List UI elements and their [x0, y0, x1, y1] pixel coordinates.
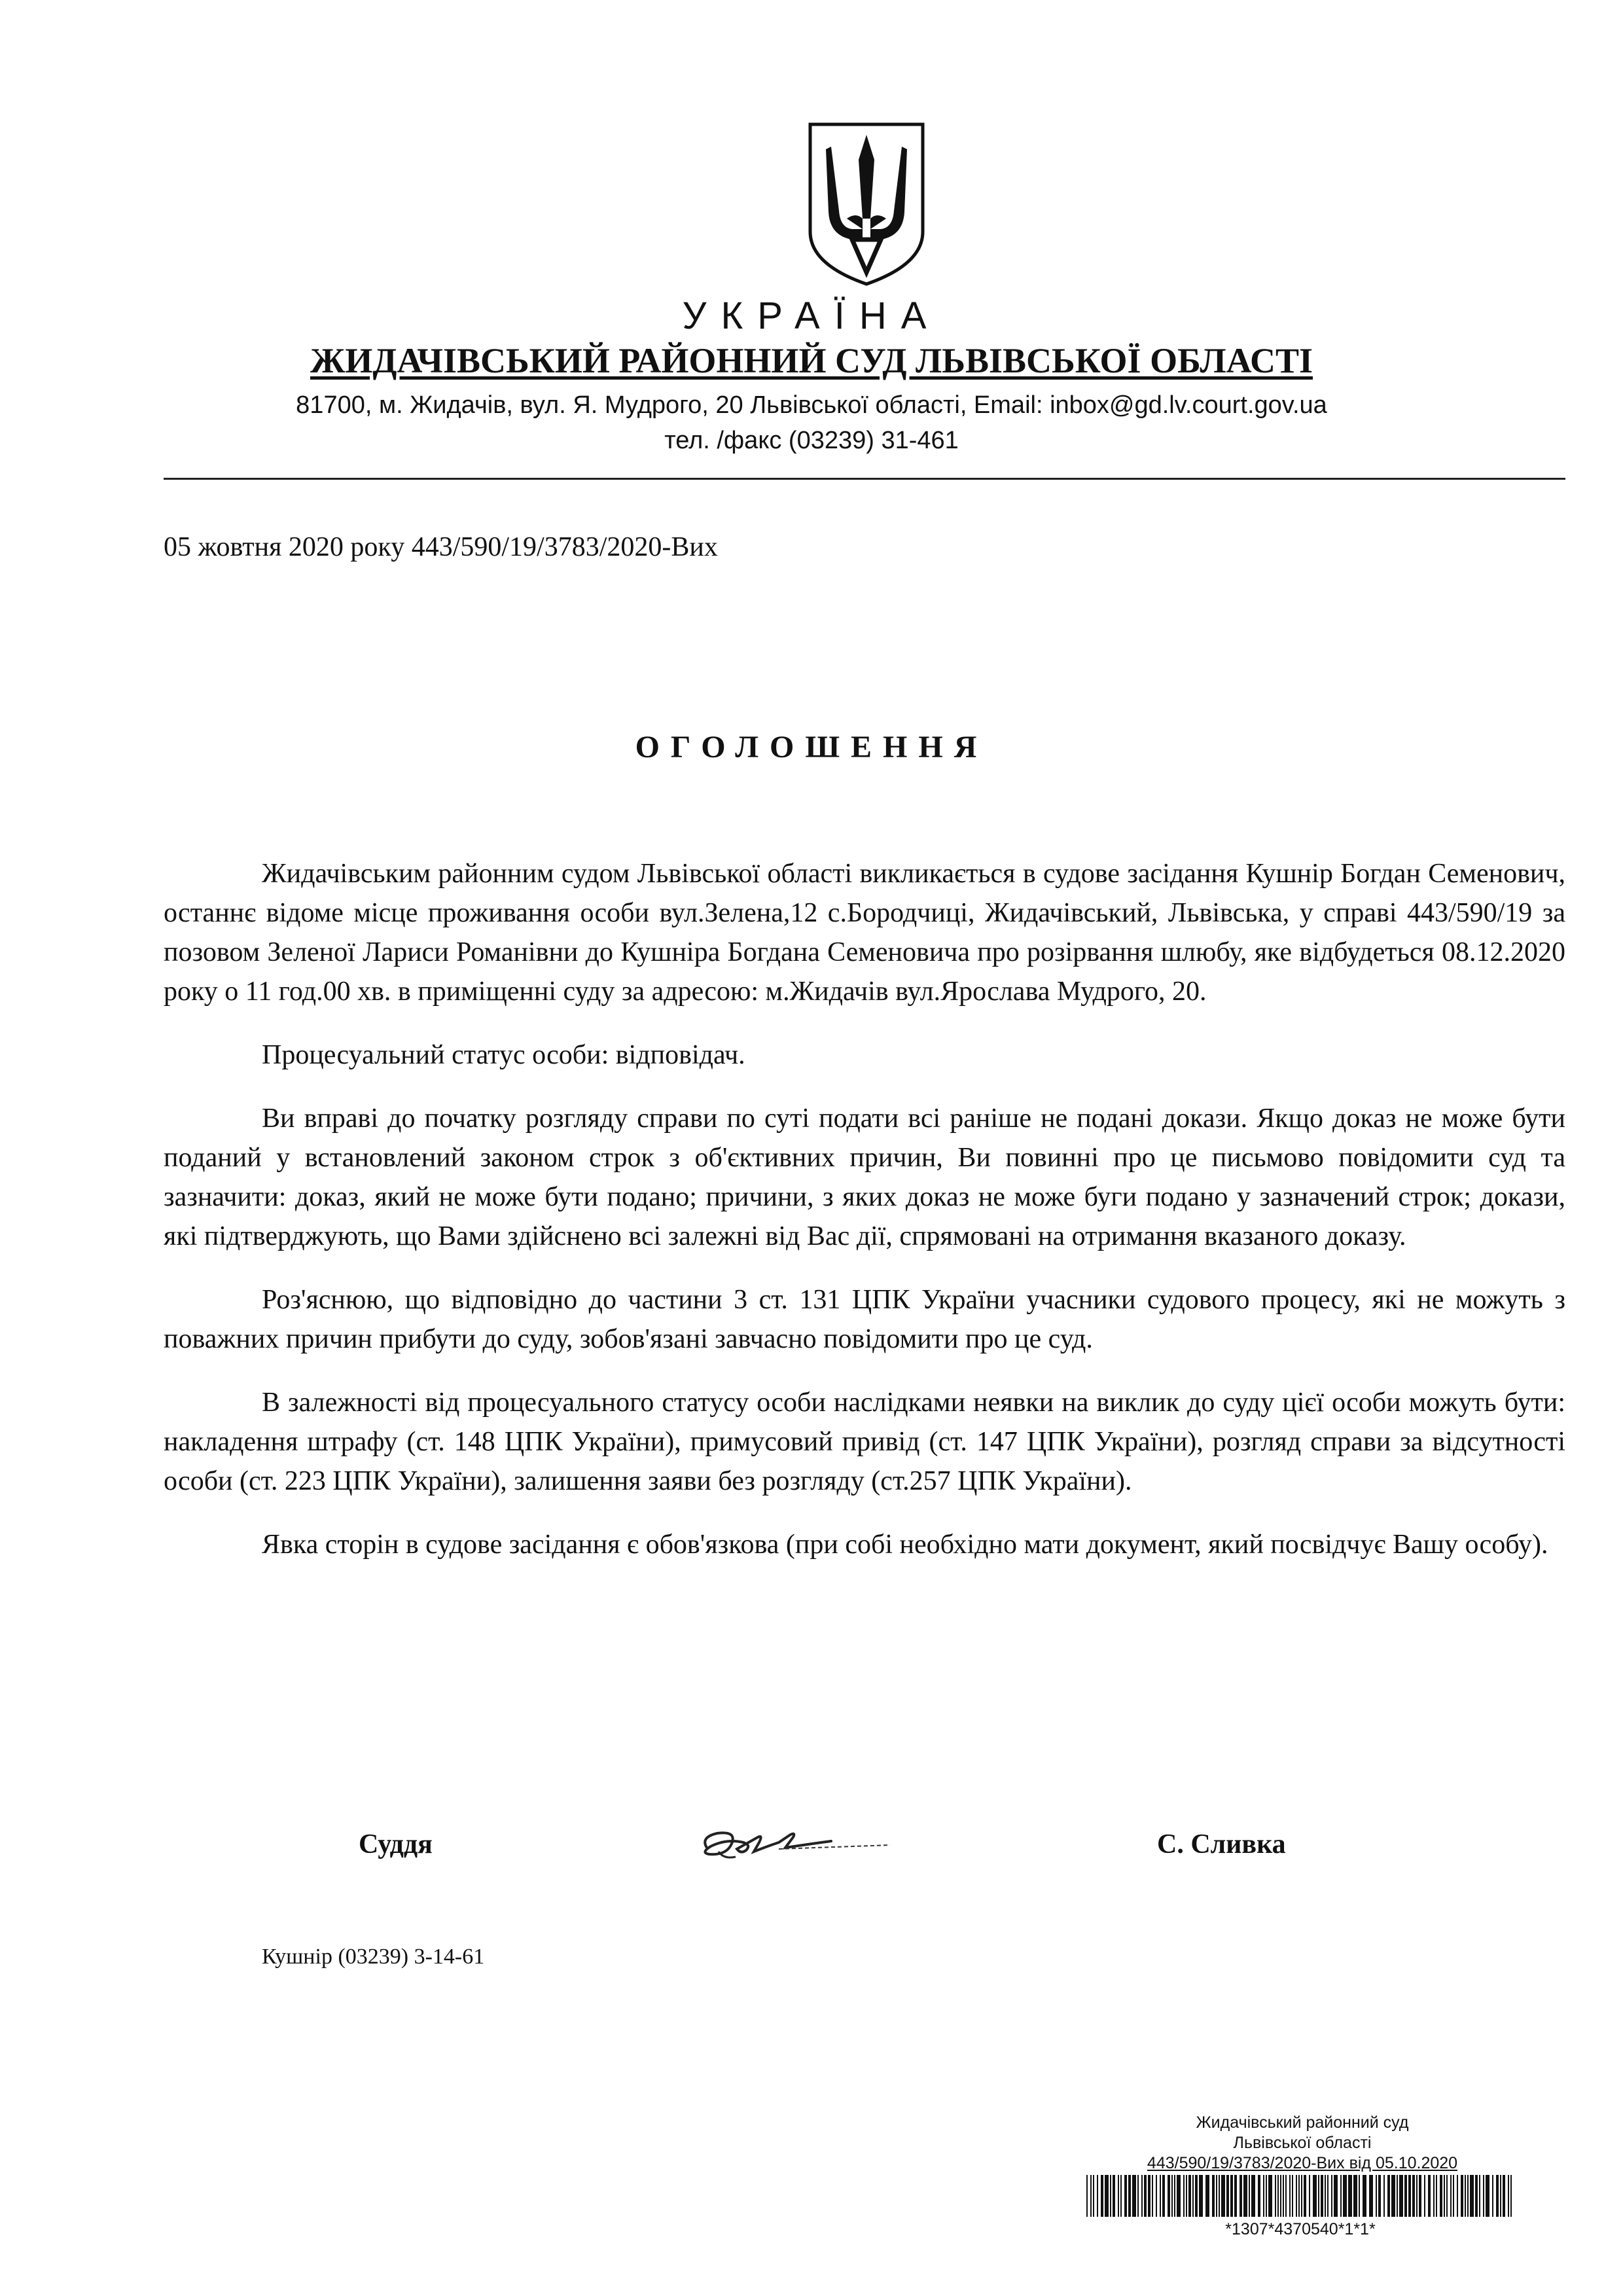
barcode-bar [1479, 2175, 1480, 2217]
barcode-bar [1141, 2175, 1143, 2217]
barcode-bar [1221, 2175, 1225, 2217]
barcode-bar [1412, 2175, 1415, 2217]
barcode-bar [1444, 2175, 1445, 2217]
stamp-line-3: 443/590/19/3783/2020-Вих від 05.10.2020 [1147, 2154, 1458, 2172]
barcode-bar [1496, 2175, 1499, 2217]
document-heading: ОГОЛОШЕННЯ [635, 730, 988, 764]
barcode-bar [1383, 2175, 1385, 2217]
barcode-bar [1461, 2175, 1463, 2217]
header-divider [164, 478, 1565, 480]
court-phone: тел. /факс (03239) 31-461 [664, 427, 959, 454]
barcode-bar [1313, 2175, 1317, 2217]
barcode-caption: *1307*4370540*1*1* [1225, 2220, 1376, 2238]
signature-icon [681, 1797, 897, 1875]
barcode-bar [1369, 2175, 1373, 2217]
barcode-bar [1510, 2175, 1512, 2217]
barcode-bar [1230, 2175, 1233, 2217]
paragraph-evidence: Ви вправі до початку розгляду справи по суті подати всі раніше не подані докази. Якщо доказ не може бути поданий у встановлений законом строк з об'єктивних причин, Ви повинні про це письмово повідомити суд та зазначити: доказ, який не може бути подано; причини, з яких доказ не може буги подано у зазначений строк; докази, які підтверджують, що Вами здійснено всі залежні від Вас дії, спрямовані на отримання вказаного доказу. [164, 1103, 1565, 1251]
barcode-bar [1428, 2175, 1431, 2217]
stamp-line-1: Жидачівський районний суд [1196, 2113, 1409, 2132]
barcode-bar [1359, 2175, 1360, 2217]
barcode-bar [1144, 2175, 1147, 2217]
barcode-bar [1240, 2175, 1242, 2217]
court-name: ЖИДАЧІВСЬКИЙ РАЙОННИЙ СУД ЛЬВІВСЬКОЇ ОБЛАСТІ [310, 341, 1313, 380]
barcode-bar [1258, 2175, 1260, 2217]
barcode-bar [1183, 2175, 1185, 2217]
barcode-bar [1376, 2175, 1377, 2217]
barcode-bar [1470, 2175, 1474, 2217]
barcode-bar [1304, 2175, 1306, 2217]
barcode-bar [1391, 2175, 1395, 2217]
barcode-bar [1309, 2175, 1310, 2217]
barcode-bar [1321, 2175, 1323, 2217]
barcode-bar [1093, 2175, 1094, 2217]
barcode-bar [1419, 2175, 1421, 2217]
barcode-bar [1298, 2175, 1300, 2217]
barcode-bar [1216, 2175, 1217, 2217]
barcode-bar [1340, 2175, 1342, 2217]
barcode-bar [1275, 2175, 1276, 2217]
barcode-bar [1467, 2175, 1469, 2217]
barcode-bar [1177, 2175, 1181, 2217]
barcode-bar [1090, 2175, 1092, 2217]
barcode-bar [1132, 2175, 1136, 2217]
barcode-bar [1186, 2175, 1187, 2217]
barcode-bar [1243, 2175, 1247, 2217]
barcode-bar [1086, 2175, 1088, 2217]
paragraph-summons: Жидачівським районним судом Львівської області викликається в судове засідання Кушнір Богдан Семенович, останнє відоме місце проживання особи вул.Зелена,12 с.Бородчиці, Жидачівський, Львівська, у справі 443/590/19 за позовом Зеленої Лариси Романівни до Кушніра Богдана Семеновича про розірвання шлюбу, яке відбудеться 08.12.2020 року о 11 год.00 хв. в приміщенні суду за адресою: м.Жидачів вул.Ярослава Мудрого, 20. [164, 859, 1565, 1007]
barcode-bar [1251, 2175, 1255, 2217]
barcode-bar [1492, 2175, 1493, 2217]
barcode-bar [1120, 2175, 1122, 2217]
barcode-bar [1408, 2175, 1411, 2217]
barcode-bar [1105, 2175, 1109, 2217]
barcode-bar [1195, 2175, 1198, 2217]
barcode-bar [1334, 2175, 1338, 2217]
barcode-bar [1205, 2175, 1209, 2217]
paragraph-consequences: В залежності від процесуального статусу особи наслідками неявки на виклик до суду цієї особи можуть бути: накладення штрафу (ст. 148 ЦПК України), примусовий привід (ст. 147 ЦПК України), розгляд справи за відсутності особи (ст. 223 ЦПК України), залишення заяви без розгляду (ст.257 ЦПК України). [164, 1388, 1565, 1496]
barcode-bar [1453, 2175, 1454, 2217]
paragraph-status: Процесуальний статус особи: відповідач. [262, 1040, 745, 1070]
barcode-bar [1331, 2175, 1332, 2217]
barcode-bar [1168, 2175, 1170, 2217]
barcode-bar [1292, 2175, 1293, 2217]
barcode-bar [1266, 2175, 1267, 2217]
barcode-bar [1199, 2175, 1203, 2217]
barcode-bar [1280, 2175, 1281, 2217]
barcode-bar [1353, 2175, 1357, 2217]
barcode-bar [1457, 2175, 1458, 2217]
barcode-bar [1226, 2175, 1229, 2217]
barcode-bar [1171, 2175, 1173, 2217]
barcode-bar [1397, 2175, 1398, 2217]
barcode-bar [1440, 2175, 1442, 2217]
barcode-bar [1325, 2175, 1326, 2217]
contact-line: Кушнір (03239) 3-14-61 [262, 1945, 485, 1969]
barcode-bar [1097, 2175, 1098, 2217]
barcode-bar [1124, 2175, 1127, 2217]
barcode-bar [1500, 2175, 1501, 2217]
registration-stamp [1139, 2113, 1466, 2174]
paragraph-attendance: Явка сторін в судове засідання є обов'язкова (при собі необхідно мати документ, який посвідчує Вашу особу). [262, 1530, 1548, 1560]
barcode-bar [1162, 2175, 1165, 2217]
barcode-bar [1416, 2175, 1418, 2217]
barcode-icon [1085, 2175, 1516, 2217]
barcode-bar [1508, 2175, 1509, 2217]
barcode-bar [1483, 2175, 1484, 2217]
barcode-bar [1188, 2175, 1191, 2217]
barcode-bar [1503, 2175, 1505, 2217]
barcode-bar [1327, 2175, 1329, 2217]
country-title: УКРАЇНА [682, 295, 941, 337]
stamp-line-2: Львівської області [1233, 2134, 1372, 2152]
barcode-bar [1348, 2175, 1352, 2217]
barcode-bar [1283, 2175, 1284, 2217]
barcode-bar [1450, 2175, 1452, 2217]
barcode-bar [1436, 2175, 1437, 2217]
barcode-bar [1156, 2175, 1157, 2217]
barcode-bar [1404, 2175, 1407, 2217]
barcode-bar [1101, 2175, 1103, 2217]
barcode-bar [1263, 2175, 1264, 2217]
barcode-bar [1399, 2175, 1403, 2217]
barcode-bar [1113, 2175, 1115, 2217]
coat-of-arms-icon [806, 120, 927, 287]
signature-label: Суддя [359, 1829, 433, 1859]
barcode-bar [1174, 2175, 1175, 2217]
barcode-bar [1486, 2175, 1489, 2217]
barcode-bar [1475, 2175, 1478, 2217]
barcode-bar [1318, 2175, 1319, 2217]
barcode-bar [1219, 2175, 1220, 2217]
paragraph-explanation: Роз'яснюю, що відповідно до частини 3 ст. 131 ЦПК України учасники судового процесу, які не можуть з поважних причин прибути до суду, зобов'язані завчасно повідомити про це суд. [164, 1285, 1565, 1354]
barcode-bar [1137, 2175, 1139, 2217]
barcode-bar [1285, 2175, 1287, 2217]
barcode-bar [1301, 2175, 1302, 2217]
barcode-bar [1387, 2175, 1390, 2217]
barcode-bar [1234, 2175, 1237, 2217]
barcode-bar [1110, 2175, 1111, 2217]
outgoing-reference: 05 жовтня 2020 року 443/590/19/3783/2020-Вих [164, 532, 718, 562]
barcode-bar [1148, 2175, 1150, 2217]
barcode-bar [1249, 2175, 1250, 2217]
barcode-bar [1118, 2175, 1119, 2217]
barcode-bar [1296, 2175, 1297, 2217]
barcode-bar [1152, 2175, 1153, 2217]
barcode-bar [1446, 2175, 1448, 2217]
barcode-bar [1128, 2175, 1131, 2217]
barcode-bar [1160, 2175, 1161, 2217]
barcode-bar [1433, 2175, 1435, 2217]
judge-name: С. Сливка [1157, 1829, 1286, 1859]
barcode-bar [1465, 2175, 1466, 2217]
barcode-bar [1212, 2175, 1215, 2217]
barcode-bar [1277, 2175, 1279, 2217]
notice-body [164, 854, 1565, 1588]
court-address: 81700, м. Жидачів, вул. Я. Мудрого, 20 Львівської області, Email: inbox@gd.lv.court.gov.ua [296, 391, 1327, 419]
barcode-bar [1378, 2175, 1381, 2217]
barcode-bar [1192, 2175, 1194, 2217]
barcode-bar [1363, 2175, 1366, 2217]
barcode-bar [1268, 2175, 1272, 2217]
barcode-bar [1289, 2175, 1291, 2217]
barcode-bar [1424, 2175, 1425, 2217]
barcode-bar [1343, 2175, 1347, 2217]
